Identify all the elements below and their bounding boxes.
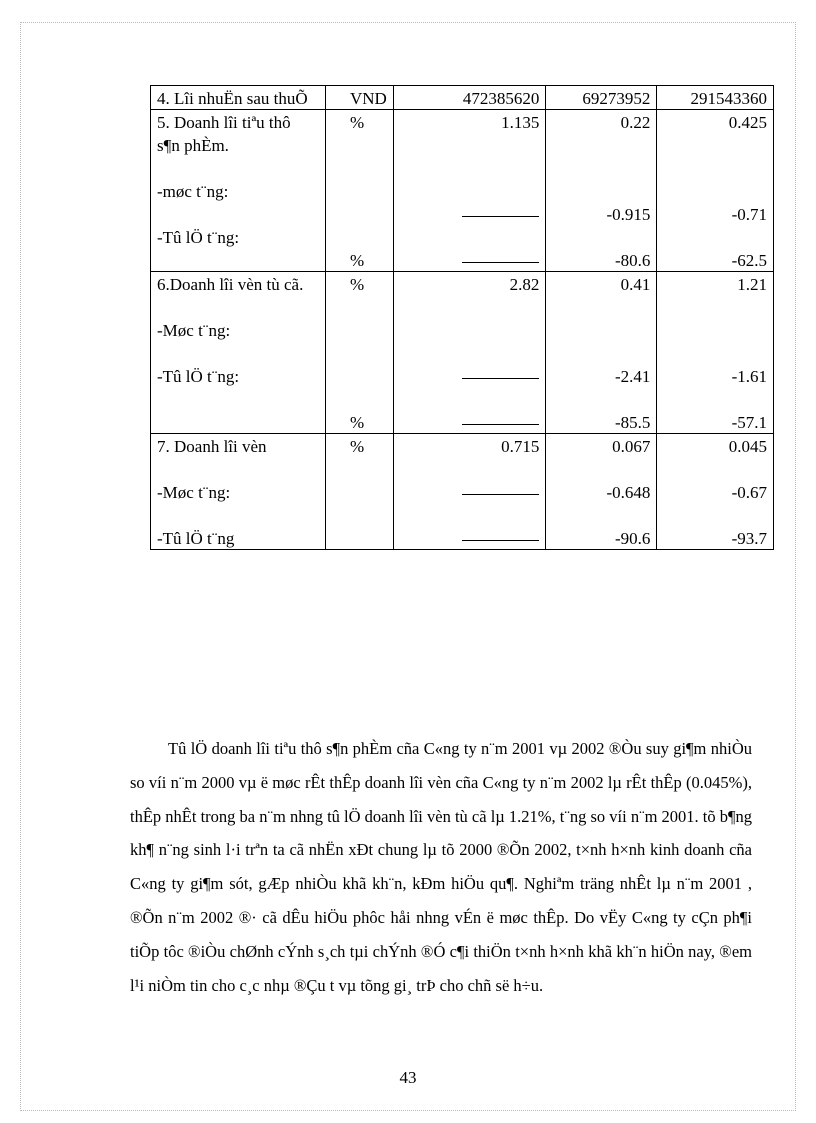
cell-line xyxy=(326,341,393,364)
cell-line: VND xyxy=(349,89,387,108)
cell-line xyxy=(657,503,773,526)
cell-line xyxy=(151,202,325,225)
table-cell xyxy=(151,86,326,110)
table-cell xyxy=(151,434,326,550)
blank-line xyxy=(394,526,546,549)
cell-line: -93.7 xyxy=(731,529,767,548)
table-cell xyxy=(151,272,326,434)
cell-line xyxy=(394,318,546,341)
cell-line: -80.6 xyxy=(614,251,651,270)
table-row xyxy=(151,434,774,550)
cell-line: 1.135 xyxy=(501,113,540,132)
table-cell xyxy=(325,86,393,110)
table-cell xyxy=(546,110,657,272)
underline-mark xyxy=(462,539,539,541)
cell-line xyxy=(394,387,546,410)
cell-line xyxy=(394,457,546,480)
cell-line: 0.067 xyxy=(612,437,651,456)
cell-line xyxy=(546,457,656,480)
cell-line xyxy=(326,526,393,549)
table-cell xyxy=(657,272,774,434)
cell-line xyxy=(326,364,393,387)
cell-line xyxy=(546,133,656,156)
table-row xyxy=(151,110,774,272)
cell-line xyxy=(326,387,393,410)
table-cell xyxy=(657,434,774,550)
cell-line: -85.5 xyxy=(614,413,651,432)
cell-line xyxy=(151,410,325,433)
cell-line: % xyxy=(349,113,365,132)
cell-line: 5. Doanh lîi tiªu thô xyxy=(157,113,291,132)
cell-line xyxy=(151,503,325,526)
cell-line: -0.71 xyxy=(731,205,767,224)
cell-line: -0.915 xyxy=(606,205,651,224)
cell-line: 472385620 xyxy=(462,89,540,108)
table-cell xyxy=(325,110,393,272)
table-cell xyxy=(325,272,393,434)
table-cell xyxy=(546,434,657,550)
cell-line xyxy=(151,457,325,480)
cell-line xyxy=(657,133,773,156)
table-cell xyxy=(393,86,546,110)
cell-line xyxy=(326,202,393,225)
cell-line xyxy=(394,156,546,179)
cell-line xyxy=(326,179,393,202)
cell-line: -Møc t¨ng: xyxy=(157,321,231,340)
financial-table xyxy=(150,85,774,550)
cell-line xyxy=(546,503,656,526)
cell-line: -90.6 xyxy=(614,529,651,548)
page-number: 43 xyxy=(399,1068,417,1087)
cell-line xyxy=(657,295,773,318)
cell-line: 1.21 xyxy=(737,275,767,294)
blank-line xyxy=(394,410,546,433)
blank-line xyxy=(394,364,546,387)
cell-line xyxy=(546,341,656,364)
cell-line xyxy=(326,225,393,248)
cell-line xyxy=(151,295,325,318)
cell-line xyxy=(326,503,393,526)
cell-line xyxy=(326,318,393,341)
cell-line xyxy=(546,156,656,179)
cell-line xyxy=(657,318,773,341)
cell-line: 2.82 xyxy=(509,275,540,294)
cell-line: -Tû lÖ t¨ng: xyxy=(157,228,240,247)
cell-line: 7. Doanh lîi vèn xyxy=(157,437,267,456)
table-cell xyxy=(393,272,546,434)
cell-line xyxy=(151,248,325,271)
cell-line xyxy=(657,179,773,202)
cell-line: -57.1 xyxy=(731,413,767,432)
cell-line xyxy=(657,457,773,480)
cell-line xyxy=(657,341,773,364)
cell-line: -62.5 xyxy=(731,251,767,270)
cell-line: -møc t¨ng: xyxy=(157,182,229,201)
cell-line: -Tû lÖ t¨ng xyxy=(157,529,235,548)
cell-line: % xyxy=(349,251,365,270)
cell-line: s¶n phÈm. xyxy=(157,136,229,155)
cell-line: -1.61 xyxy=(731,367,767,386)
cell-line: 0.41 xyxy=(620,275,651,294)
table-cell xyxy=(325,434,393,550)
table-cell xyxy=(546,272,657,434)
cell-line xyxy=(151,387,325,410)
underline-mark xyxy=(462,215,539,217)
cell-line xyxy=(326,133,393,156)
cell-line xyxy=(151,156,325,179)
cell-line xyxy=(326,480,393,503)
cell-line: 4. Lîi nhuËn sau thuÕ xyxy=(157,89,308,108)
cell-line: -0.67 xyxy=(731,483,767,502)
cell-line xyxy=(394,179,546,202)
table-cell xyxy=(393,434,546,550)
cell-line: 0.22 xyxy=(620,113,651,132)
cell-line xyxy=(394,133,546,156)
cell-line xyxy=(546,179,656,202)
cell-line xyxy=(546,225,656,248)
cell-line: -2.41 xyxy=(614,367,651,386)
cell-line: 69273952 xyxy=(582,89,651,108)
cell-line xyxy=(657,225,773,248)
blank-line xyxy=(394,480,546,503)
cell-line xyxy=(326,457,393,480)
cell-line xyxy=(394,503,546,526)
analysis-paragraph: Tû lÖ doanh lîi tiªu thô s¶n phÈm cña C«ng ty n¨m 2001 vµ 2002 ®Òu suy gi¶m nhiÒu so víi n¨m 2000 vµ ë møc rÊt thÊp doanh lîi vèn cña C«ng ty n¨m 2002 lµ rÊt thÊp (0.045%), thÊp nhÊt trong ba n¨m nhng tû lÖ doanh lîi vèn tù cã lµ 1.21%, t¨ng so víi n¨m 2001. tõ b¶ng kh¶ n¨ng sinh l·i trªn ta cã nhËn xÐt chung lµ tõ 2000 ®Õn 2002, t×nh h×nh kinh doanh cña C«ng ty gi¶m sót, gÆp nhiÒu khã kh¨n, kÐm hiÖu qu¶. Nghiªm träng nhÊt lµ n¨m 2001 , ®Õn n¨m 2002 ®· cã dÊu hiÖu phôc håi nhng vÉn ë møc thÊp. Do vËy C«ng ty cÇn ph¶i tiÕp tôc ®iÒu chØnh cÝnh s¸ch tµi chÝnh ®Ó c¶i thiÖn t×nh h×nh khã kh¨n hiÖn nay, ®em l¹i niÒm tin cho c¸c nhµ ®Çu t vµ tõng gi¸ trÞ cho chñ së h÷u. xyxy=(130,739,752,995)
underline-mark xyxy=(462,423,539,425)
cell-line xyxy=(394,341,546,364)
cell-line: 0.045 xyxy=(728,437,767,456)
cell-line xyxy=(657,387,773,410)
table-cell xyxy=(393,110,546,272)
cell-line xyxy=(546,295,656,318)
underline-mark xyxy=(462,493,539,495)
table-row xyxy=(151,272,774,434)
cell-line xyxy=(326,295,393,318)
blank-line xyxy=(394,202,546,225)
cell-line: -0.648 xyxy=(606,483,651,502)
cell-line xyxy=(657,156,773,179)
cell-line: -Tû lÖ t¨ng: xyxy=(157,367,240,386)
cell-line xyxy=(326,156,393,179)
table-cell xyxy=(657,86,774,110)
cell-line: 0.425 xyxy=(728,113,767,132)
table-row xyxy=(151,86,774,110)
cell-line: 6.Doanh lîi vèn tù cã. xyxy=(157,275,304,294)
blank-line xyxy=(394,248,546,271)
underline-mark xyxy=(462,377,539,379)
table-cell xyxy=(657,110,774,272)
cell-line xyxy=(394,225,546,248)
cell-line: % xyxy=(349,413,365,432)
table-cell xyxy=(546,86,657,110)
cell-line xyxy=(151,341,325,364)
cell-line xyxy=(546,387,656,410)
table-cell xyxy=(151,110,326,272)
cell-line xyxy=(546,318,656,341)
cell-line: % xyxy=(349,275,365,294)
cell-line: 291543360 xyxy=(690,89,767,108)
underline-mark xyxy=(462,261,539,263)
cell-line: % xyxy=(349,437,365,456)
cell-line: 0.715 xyxy=(501,437,540,456)
cell-line xyxy=(394,295,546,318)
cell-line: -Møc t¨ng: xyxy=(157,483,231,502)
